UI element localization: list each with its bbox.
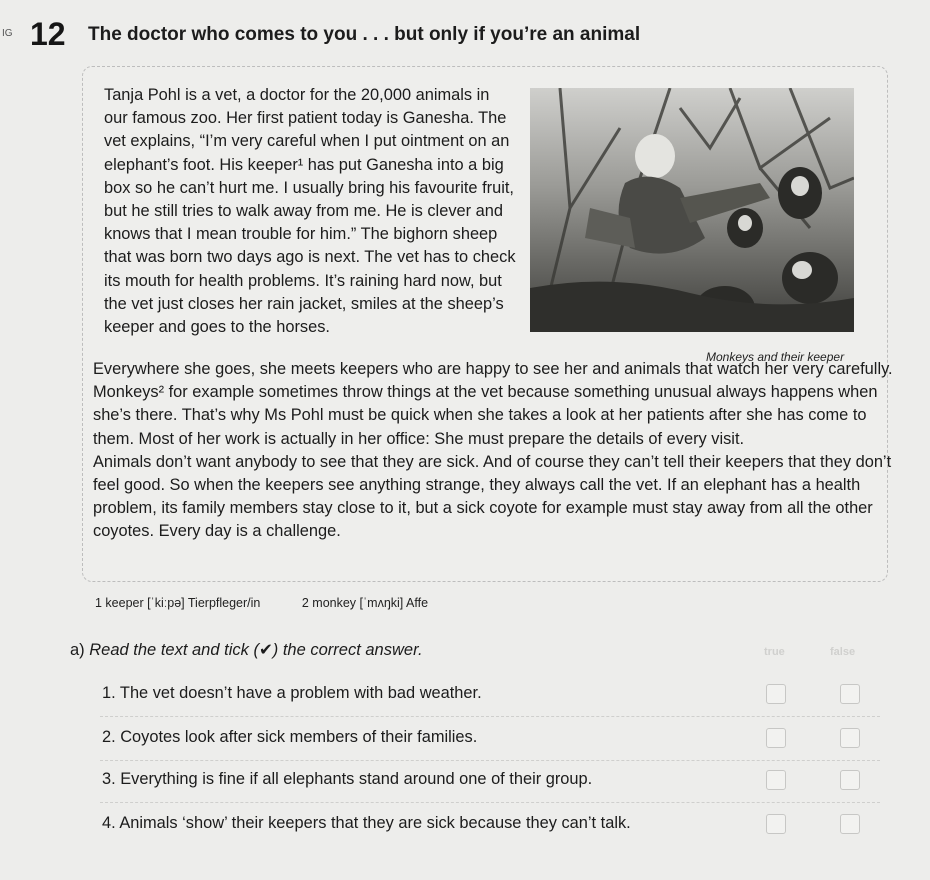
- tick-box-true-2[interactable]: [766, 728, 786, 748]
- footnote-monkey: 2 monkey [ˈmʌŋki] Affe: [301, 596, 429, 610]
- row-divider: [100, 716, 880, 717]
- side-mark: IG: [2, 28, 13, 39]
- footnote-keeper: 1 keeper [ˈkiːpə] Tierpfleger/in: [95, 596, 261, 610]
- row-divider: [100, 802, 880, 803]
- column-header-false: false: [830, 646, 856, 658]
- text-paragraph-1: Tanja Pohl is a vet, a doctor for the 20,000 animals in our famous zoo. Her first patient today is Ganesha. The vet explains, “I’m very careful when I put ointment on an elephant’s foot. His keeper¹ has put Ganesha into a big box so he can’t hurt me. I usually bring his favourite fruit, but he still tries to walk away from me. He is clever and knows that I mean trouble for him.” The bighorn sheep that was born two days ago is next. The vet has to check its mouth for health problems. It’s raining hard now, but the vet just closes her rain jacket, smiles at the sheep’s keeper and goes to the horses.: [104, 86, 516, 337]
- task-instruction: [70, 640, 423, 660]
- text-paragraph-2: [93, 358, 893, 544]
- tick-box-false-4[interactable]: [840, 814, 860, 834]
- tick-box-true-3[interactable]: [766, 770, 786, 790]
- task-instruction-text: Read the text and tick (✔) the correct answer.: [89, 641, 423, 659]
- column-header-true: true: [764, 646, 785, 658]
- statement-4: 4. Animals ‘show’ their keepers that they are sick because they can’t talk.: [102, 814, 631, 832]
- tick-box-true-4[interactable]: [766, 814, 786, 834]
- row-divider: [100, 760, 880, 761]
- tick-box-false-2[interactable]: [840, 728, 860, 748]
- text-paragraph-3: Animals don’t want anybody to see that they are sick. And of course they can’t tell their keepers that they don’t feel good. So when the keepers see anything strange, they always call the vet. If an elephant has a health problem, its family members stay close to it, but a sick coyote for example must stay away from all the other coyotes. Every day is a challenge.: [93, 452, 892, 541]
- task-label: a): [70, 641, 85, 659]
- statement-3: 3. Everything is fine if all elephants stand around one of their group.: [102, 770, 593, 788]
- statement-1: 1. The vet doesn’t have a problem with bad weather.: [102, 684, 482, 702]
- tick-box-true-1[interactable]: [766, 684, 786, 704]
- photo-illustration: [530, 88, 854, 332]
- text-paragraph-2-part-1: Everywhere she goes, she meets keepers who are happy to see her and animals that watch her very carefully. Monkeys² for example sometimes throw things at the vet because something unusual always happens when she’s there. That’s why Ms Pohl must be quick when she takes a look at her patients after she has come to them. Most of her work is actually in her office: She must prepare the details of every visit.: [93, 360, 893, 448]
- photo-caption: Monkeys and their keeper: [706, 350, 845, 364]
- statement-2: 2. Coyotes look after sick members of their families.: [102, 728, 478, 746]
- exercise-number: 12: [30, 16, 66, 52]
- exercise-title: The doctor who comes to you . . . but only if you’re an animal: [88, 24, 641, 45]
- tick-box-false-1[interactable]: [840, 684, 860, 704]
- photo-monkeys-keeper: [530, 88, 854, 332]
- footnotes: [95, 596, 466, 610]
- tick-box-false-3[interactable]: [840, 770, 860, 790]
